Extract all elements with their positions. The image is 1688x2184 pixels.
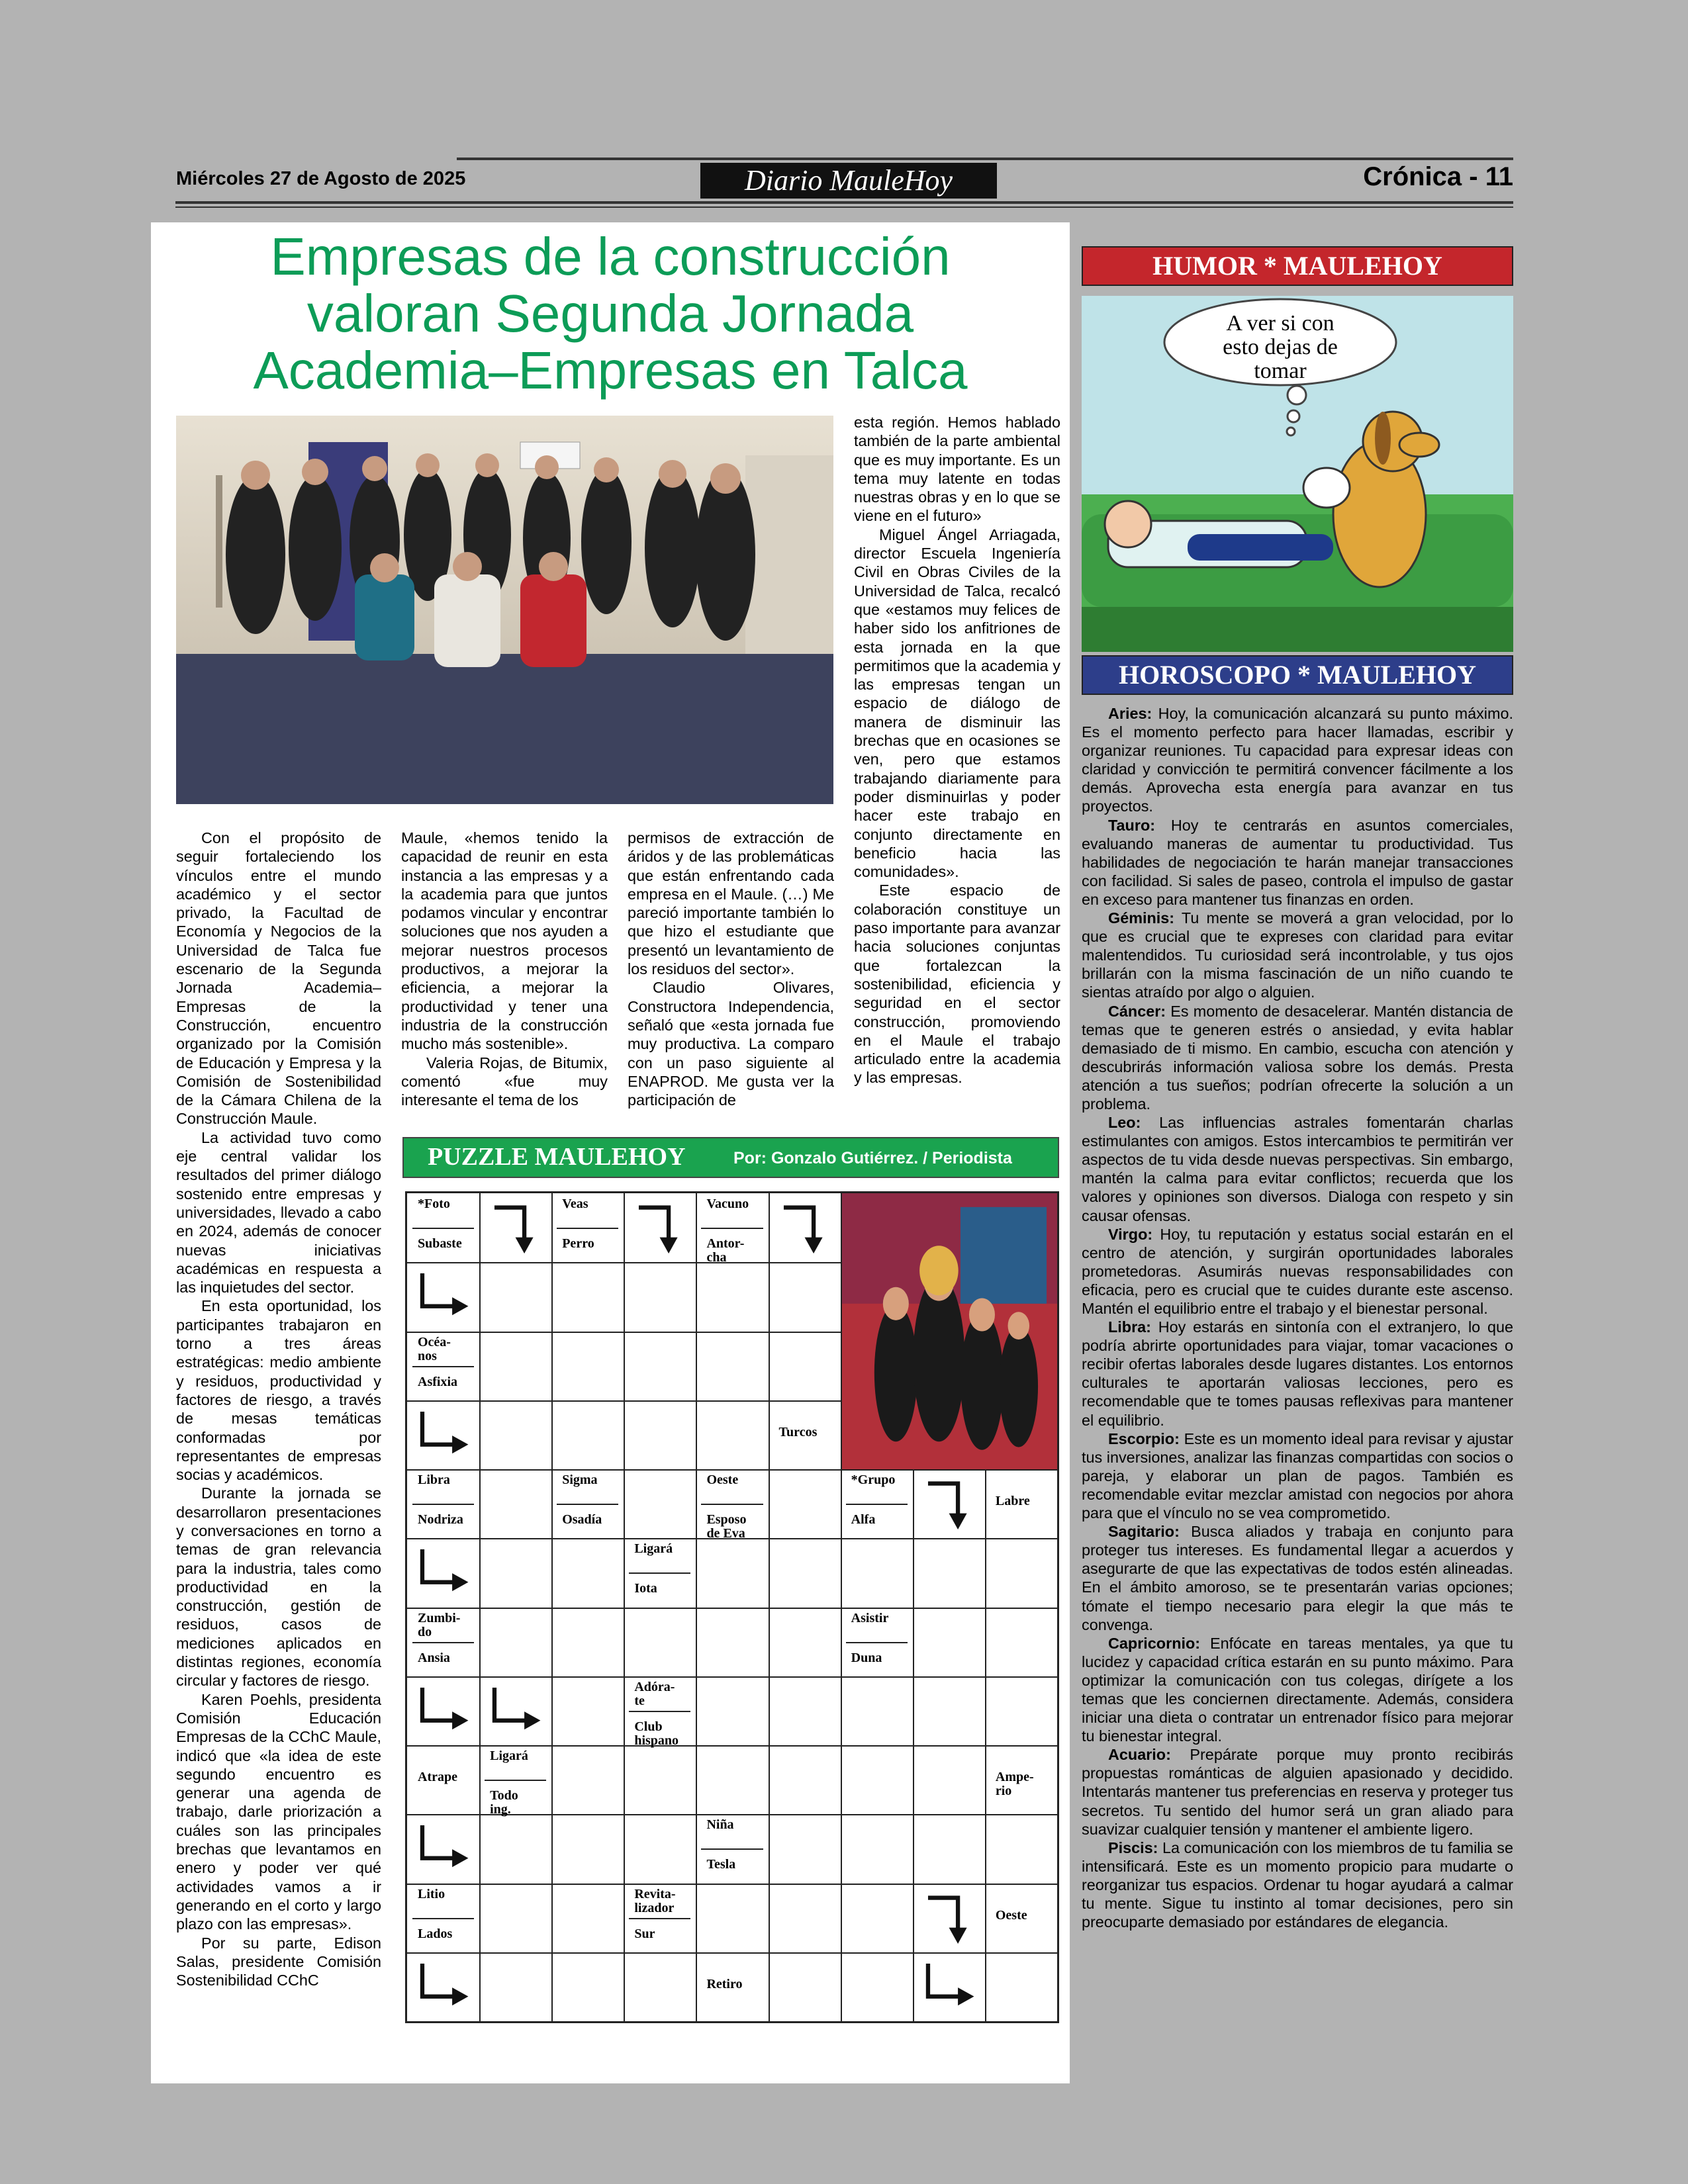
paragraph: Karen Poehls, presidenta Comisión Educación Empresas de la CChC Maule, indicó que «la idea de este segundo encuentro es generar una agenda de trabajo, darle priorización a cuáles son las principales brechas que levantamos en enero y poder ver qué actividades vamos a ir generando en el corto y largo plazo con las empresas». — [176, 1690, 381, 1933]
arrow-right-icon — [411, 1267, 475, 1327]
arrow-right-icon — [411, 1819, 475, 1879]
paragraph: Claudio Olivares, Constructora Independencia, señaló que «esta jornada fue muy productiva. La comparo con un paso siguiente al ENAPROD. Me gusta ver la participación de — [628, 979, 834, 1109]
section-page-label: Crónica - 11 — [1363, 162, 1513, 191]
clue-text: Revita- lizador — [634, 1886, 676, 1915]
sign-text: Enfócate en tareas mentales, ya que tu lucidez y capacidad crítica estarán en su punto máximo. Para optimizar la comunicación con tus colegas, dirígete a los temas que les conciernen directamente. Además, considera iniciar una dieta o contratar un entrenador físico para mejorar tu bienestar integral. — [1082, 1634, 1513, 1745]
clue-text: Asfixia — [418, 1374, 457, 1389]
paragraph: En esta oportunidad, los participantes trabajaron en torno a tres áreas estratégicas: medio ambiente y residuos, productividad y factores de riesgo, a través de mesas temáticas conformadas por representantes de empresas socias y académicos. — [176, 1297, 381, 1484]
header-rule-bottom-thin — [175, 206, 1513, 208]
arrow-down-icon — [773, 1199, 837, 1258]
clue-text: Vacuno — [706, 1197, 749, 1211]
sign-text: Prepárate porque muy pronto recibirás propuestas románticas de alguien apasionado y decidido. Intentarás mantener tus preferencias en reserva y proteger tus secretos. Tu sentido del humor será un gran aliado para suavizar cualquier tensión y mantener el ambiente ligero. — [1082, 1746, 1513, 1838]
paragraph: Con el propósito de seguir fortaleciendo los vínculos entre el mundo académico y el sector privado, la Facultad de Economía y Negocios de la Universidad de Talca fue escenario de la Segunda Jornada Academia–Empresas de la Construcción, encuentro organizado por la Comisión de Educación y Empresa y la Comisión de Sostenibilidad de la Cámara Chilena de la Construcción Maule. — [176, 829, 381, 1128]
horoscope-entry — [1082, 909, 1513, 1001]
clue-text: Duna — [851, 1650, 882, 1665]
clue-text: Ansia — [418, 1650, 450, 1665]
paragraph: Maule, «hemos tenido la capacidad de reunir en esta instancia a las empresas y a la academia para que juntos podamos vincular y encontrar soluciones que nos ayuden a mejorar nuestros procesos productivos, a mejorar la eficiencia, a mejorar la productividad y tener una industria de la construcción mucho más sostenible». — [401, 829, 608, 1053]
clue-divider — [846, 1642, 908, 1643]
grid-line-horizontal — [407, 1400, 841, 1402]
clue-text: Ampe- rio — [995, 1770, 1034, 1799]
sign-name: Géminis: — [1108, 909, 1175, 927]
arrow-right-icon — [411, 1682, 475, 1741]
arrow-right-icon — [917, 1958, 981, 2017]
horoscope-entry — [1082, 1002, 1513, 1114]
sign-text: Este es un momento ideal para revisar y ajustar tus inversiones, analizar las finanzas compartidas con socios o pareja, y elaborar un plan de pagos. También es recomendable evitar mezclar amistad con negocios por ahora para que el vínculo no se vea comprometido. — [1082, 1430, 1513, 1522]
speech-line: A ver si con — [1226, 311, 1335, 336]
paragraph: La actividad tuvo como eje central validar los resultados del primer diálogo sostenido entre empresas y universidades, llevado a cabo en 2024, además de conocer nuevas iniciativas académicas en respuesta a las inquietudes del sector. — [176, 1128, 381, 1297]
horoscope-entry — [1082, 816, 1513, 909]
clue-text: Veas — [562, 1197, 588, 1211]
horoscope-entry — [1082, 704, 1513, 816]
clue-text: Turcos — [778, 1424, 818, 1439]
article-column-2 — [401, 829, 608, 1109]
sign-name: Leo: — [1108, 1114, 1141, 1132]
paragraph: Durante la jornada se desarrollaron presentaciones y conversaciones en torno a temas de gran relevancia para la industria, tales como productividad en la construcción, gestión de residuos, casos de mediciones aplicados en distintas regiones, economía circular y factores de riesgo. — [176, 1484, 381, 1690]
clue-text: Perro — [562, 1236, 594, 1251]
paragraph: permisos de extracción de áridos y de las problemáticas que están enfrentando cada empresa en el Maule. (…) Me pareció importante también lo que hizo el estudiante que presentó un levantamiento de los residuos del sector». — [628, 829, 834, 978]
sign-name: Aries: — [1108, 705, 1152, 722]
clue-text: Zumbi- do — [418, 1610, 461, 1639]
clue-text: *Foto — [418, 1197, 450, 1211]
clue-text: Osadía — [562, 1512, 602, 1527]
grid-line-horizontal — [407, 1262, 841, 1263]
humor-title: HUMOR * MAULEHOY — [1152, 251, 1442, 281]
header-rule-bottom — [175, 201, 1513, 204]
masthead-logo: Diario MauleHoy — [700, 163, 997, 199]
clue-text: Litio — [418, 1886, 445, 1901]
sign-name: Acuario: — [1108, 1746, 1171, 1764]
grid-line-horizontal — [407, 1952, 1057, 1954]
clue-text: Alfa — [851, 1512, 876, 1527]
sign-name: Libra: — [1108, 1318, 1151, 1336]
clue-divider — [557, 1504, 618, 1505]
horoscope-entry — [1082, 1318, 1513, 1430]
sign-text: Tu mente se moverá a gran velocidad, por lo que es crucial que te expreses con claridad para evitar malentendidos. Tu curiosidad será incontrolable, y tus ojos brillarán con la misma fascinación de un niño cuando te sientas atraído por algo o alguien. — [1082, 909, 1513, 1001]
horoscope-entry — [1082, 1745, 1513, 1838]
puzzle-title: PUZZLE MAULEHOY — [428, 1143, 686, 1171]
clue-text: Sur — [634, 1926, 655, 1941]
arrow-right-icon — [411, 1958, 475, 2017]
clue-divider — [412, 1642, 474, 1643]
sign-text: Busca aliados y trabaja en conjunto para proteger tus intereses. Es fundamental llegar a acuerdos y asegurarte de que las expectativas de todos estén alineadas. En el ámbito amoroso, se te presentarán varias opciones; tómate el tiempo necesario para elegir la que más te convenga. — [1082, 1523, 1513, 1633]
clue-text: Oeste — [995, 1907, 1027, 1923]
header-rule-top — [457, 158, 1513, 160]
article-headline — [159, 228, 1062, 399]
sign-text: Las influencias astrales fomentarán charlas estimulantes con amigos. Estos intercambios te permitirán ver aspectos de tu vida desde nuevas perspectivas. Sin embargo, mantén la calma para evitar conflictos; recuerda que los valores y opiniones son diversos. Dialoga con respeto y sin causar ofensas. — [1082, 1114, 1513, 1224]
arrow-down-icon — [917, 1475, 981, 1534]
clue-divider — [846, 1504, 908, 1505]
sign-text: Hoy estarás en sintonía con el extranjero, lo que podría abrirte oportunidades para viajar, tomar vacaciones o recibir ofertas laborales desde lugares distantes. Los entornos culturales te aportarán valiosas lecciones, pero es recomendable que te tomes pausas reflexivas para mantener el equilibrio. — [1082, 1318, 1513, 1429]
sign-name: Cáncer: — [1108, 1002, 1166, 1020]
arrow-down-icon — [917, 1889, 981, 1948]
clue-text: Atrape — [418, 1770, 457, 1785]
clue-text: Antor- cha — [706, 1236, 745, 1265]
band-photo — [842, 1193, 1057, 1469]
sign-name: Capricornio: — [1108, 1634, 1201, 1652]
paragraph: Valeria Rojas, de Bitumix, comentó «fue muy interesante el tema de los — [401, 1054, 608, 1109]
puzzle-author: Por: Gonzalo Gutiérrez. / Periodista — [733, 1149, 1012, 1167]
sign-name: Virgo: — [1108, 1225, 1153, 1243]
grid-line-horizontal — [407, 1676, 1057, 1678]
article-column-3 — [628, 829, 834, 1109]
clue-text: Asistir — [851, 1610, 889, 1625]
clue-text: Labre — [995, 1494, 1030, 1509]
sign-text: La comunicación con los miembros de tu familia se intensificará. Este es un momento propicio para mudarte o reorganizar tus espacios. Ordenar tu hogar ayudará a calmar tu mente. Sigue tu instinto al tomar decisiones, pero sin preocuparte demasiado por estándares de elegancia. — [1082, 1839, 1513, 1931]
clue-divider — [701, 1848, 763, 1850]
grid-line-horizontal — [407, 1469, 1057, 1471]
clue-divider — [629, 1918, 690, 1919]
humor-cartoon — [1082, 296, 1513, 652]
paragraph: Este espacio de colaboración constituye un paso importante para avanzar hacia soluciones conjuntas que fortalezcan la sostenibilidad, eficiencia y seguridad en el sector construcción, promoviendo en el Maule el trabajo articulado entre la academia y las empresas. — [854, 882, 1060, 1087]
arrow-right-icon — [411, 1543, 475, 1603]
clue-divider — [412, 1504, 474, 1505]
arrow-right-icon — [483, 1682, 547, 1741]
clue-text: Oeste — [706, 1473, 739, 1487]
speech-line: esto dejas de — [1223, 335, 1338, 359]
horoscope-entry — [1082, 1522, 1513, 1634]
article-column-1 — [176, 829, 381, 1989]
clue-divider — [629, 1711, 690, 1712]
horoscope-entry — [1082, 1225, 1513, 1318]
arrow-down-icon — [628, 1199, 692, 1258]
clue-divider — [412, 1918, 474, 1919]
horoscope-entry — [1082, 1430, 1513, 1522]
clue-text: Adóra- te — [634, 1679, 675, 1708]
crossword-grid — [405, 1191, 1059, 2023]
horoscope-entry — [1082, 1634, 1513, 1746]
clue-text: Sigma — [562, 1473, 598, 1487]
clue-text: Libra — [418, 1473, 450, 1487]
clue-text: Subaste — [418, 1236, 462, 1251]
grid-line-horizontal — [407, 1608, 1057, 1609]
clue-divider — [629, 1572, 690, 1574]
sign-name: Piscis: — [1108, 1839, 1158, 1856]
clue-text: Todo ing. — [490, 1788, 518, 1817]
clue-text: Océa- nos — [418, 1334, 451, 1363]
sign-name: Escorpio: — [1108, 1430, 1180, 1447]
clue-divider — [485, 1780, 546, 1781]
horoscope-entry — [1082, 1113, 1513, 1225]
group-photo — [176, 416, 833, 804]
clue-text: Ligará — [634, 1541, 673, 1557]
speech-line: tomar — [1254, 359, 1307, 383]
article-column-4 — [854, 413, 1060, 1087]
clue-divider — [557, 1228, 618, 1229]
clue-text: Ligará — [490, 1749, 528, 1763]
clue-text: Niña — [706, 1817, 734, 1833]
clue-text: Retiro — [706, 1976, 743, 1991]
clue-divider — [412, 1366, 474, 1367]
clue-divider — [701, 1504, 763, 1505]
sign-text: Hoy, tu reputación y estatus social estarán en el centro de atención, y surgirán oportunidades laborales prometedoras. Asumirás nuevas responsabilidades con eficacia, pero es crucial que te cuides durante este ascenso. Mantén el equilibrio entre el trabajo y el bienestar personal. — [1082, 1225, 1513, 1317]
grid-line-horizontal — [407, 1884, 1057, 1885]
clue-text: Lados — [418, 1926, 453, 1941]
clue-text: Esposo de Eva — [706, 1512, 747, 1541]
clue-text: Club hispano — [634, 1719, 679, 1748]
headline-line: Empresas de la construcción — [270, 227, 951, 286]
clue-text: Iota — [634, 1581, 657, 1596]
clue-text: Tesla — [706, 1857, 736, 1872]
headline-line: Academia–Empresas en Talca — [253, 341, 968, 400]
sign-text: Hoy te centrarás en asuntos comerciales, evaluando maneras de aumentar tu productividad. Tus habilidades de negociación te harán manejar transacciones con facilidad. Si sales de paseo, controla el impulso de gastar en exceso para mantener tus finanzas en orden. — [1082, 816, 1513, 908]
headline-line: valoran Segunda Jornada — [306, 284, 914, 343]
horoscope-entry — [1082, 1839, 1513, 1931]
clue-divider — [701, 1228, 763, 1229]
paragraph: Por su parte, Edison Salas, presidente Comisión Sostenibilidad CChC — [176, 1934, 381, 1989]
arrow-right-icon — [411, 1406, 475, 1465]
clue-text: Nodriza — [418, 1512, 463, 1527]
sign-name: Sagitario: — [1108, 1523, 1180, 1541]
arrow-down-icon — [483, 1199, 547, 1258]
clue-divider — [412, 1228, 474, 1229]
paragraph: esta región. Hemos hablado también de la parte ambiental que es muy importante. Es un tema muy latente en todas nuestras obras y en lo que se viene en el futuro» — [854, 414, 1060, 525]
issue-date: Miércoles 27 de Agosto de 2025 — [176, 168, 466, 189]
horoscope-title: HOROSCOPO * MAULEHOY — [1118, 660, 1477, 690]
sign-text: Hoy, la comunicación alcanzará su punto máximo. Es el momento perfecto para hacer llamadas, escribir y organizar reuniones. Tu capacidad para expresar ideas con claridad y convicción te permitirá convencer fácilmente a los demás. Aprovecha esta energía para avanzar en tus proyectos. — [1082, 705, 1513, 815]
sign-name: Tauro: — [1108, 816, 1156, 834]
paragraph: Miguel Ángel Arriagada, director Escuela Ingeniería Civil en Obras Civiles de la Universidad de Talca, recalcó que «estamos muy felices de haber sido los anfitriones de esta jornada en la que permitimos que la academia y las empresas tengan un espacio de diálogo de manera de disminuir las brechas que en ocasiones se ven, pero que estamos trabajando diariamente para poder disminuirlas y poder hacer este trabajo en conjunto directamente en beneficio hacia las comunidades». — [854, 525, 1060, 881]
grid-line-horizontal — [407, 1332, 841, 1333]
grid-line-horizontal — [407, 1745, 1057, 1747]
sign-text: Es momento de desacelerar. Mantén distancia de temas que te generen estrés o ansiedad, y evita hablar demasiado de ti mismo. En cambio, escucha con atención y descubrirás información valiosa sobre los demás. Presta atención a tus sueños; podrían ofrecerte la solución a un problema. — [1082, 1002, 1513, 1113]
horoscope-list — [1082, 704, 1513, 1931]
clue-text: *Grupo — [851, 1473, 896, 1487]
